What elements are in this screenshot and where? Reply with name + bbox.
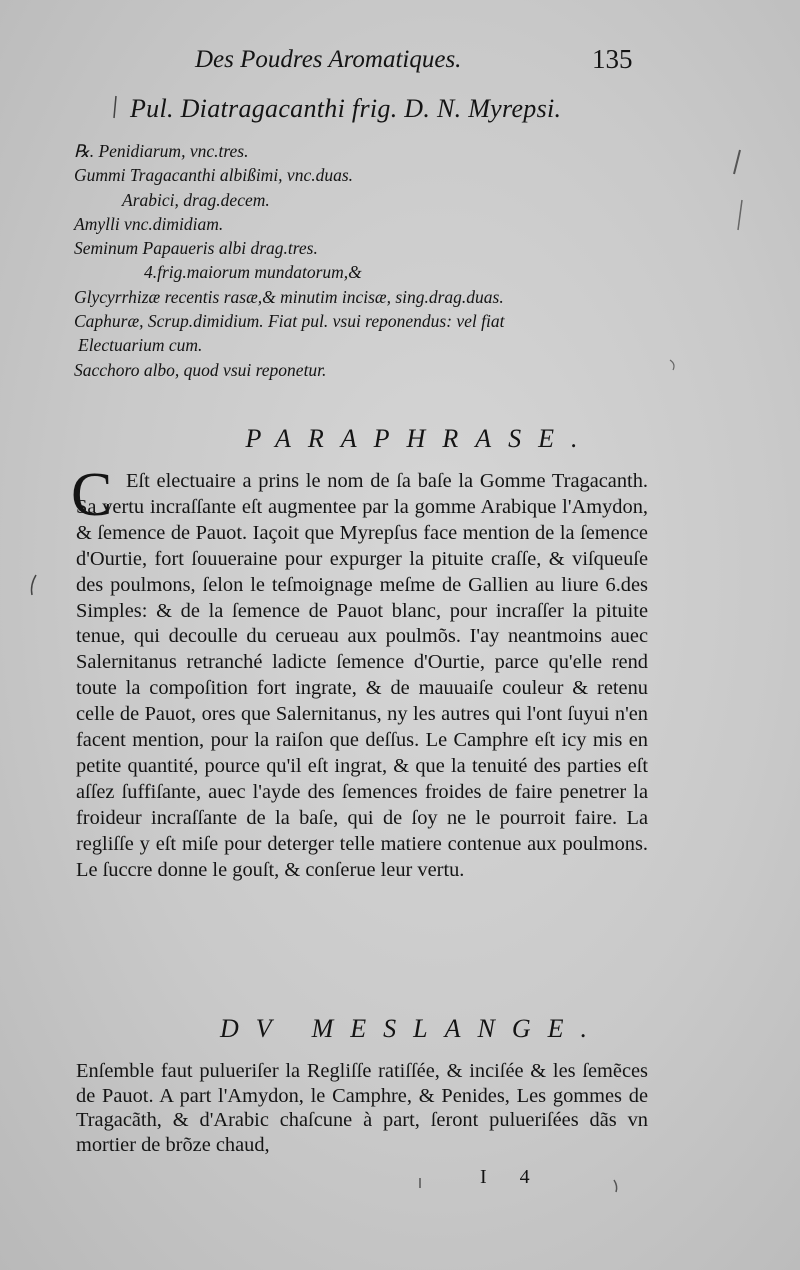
meslange-heading: DV MESLANGE. bbox=[219, 1014, 605, 1043]
paraphrase-text: Eſt electuaire a prins le nom de ſa baſe la Gomme Tragacanth. Sa vertu incraſſante eſt augmentee par la gomme Arabique l'Amydon, & ſemence de Pauot. Iaçoit que Myrepſus face mention de la ſemence d'Ourtie, fort ſouueraine pour expurger la pituite craſſe, & viſqueuſe des poulmons, ſelon le teſmoignage meſme de Gallien au liure 6.des Simples: & de la ſemence de Pauot blanc, pour incraſſer la pituite tenue, qui decoulle du cerueau aux poulmõs. I'ay neantmoins auec Salernitanus retranché ladicte ſemence d'Ourtie, parce qu'elle rend toute la compoſition fort ingrate, & de mauuaiſe couleur & retenu celle de Pauot, ores que Salernitanus, ny les autres qui l'ont ſuyui n'en facent mention, pour la raiſon que deſſus. Le Camphre eſt icy mis en petite quantité, pource qu'il eſt ingrat, & que la tenuité des parties eſt aſſez ſuffiſante, auec l'ayde des ſemences froides de faire penetrer la froideur incraſſante de la baſe, qui de ſoy ne le pourroit faire. La regliſſe y eſt miſe pour deterger telle matiere contenue aux poulmons. Le ſuccre donne le gouſt, & conſerue leur vertu. bbox=[76, 470, 648, 881]
recipe-line: ℞. Penidiarum, vnc.tres. bbox=[74, 141, 249, 161]
recipe-line: Seminum Papaueris albi drag.tres. bbox=[74, 238, 318, 259]
recipe-title: Pul. Diatragacanthi frig. D. N. Myrepsi. bbox=[130, 94, 562, 123]
page-number: 135 bbox=[592, 44, 633, 74]
recipe-line: Amylli vnc.dimidiam. bbox=[74, 213, 224, 234]
recipe-line: 4.frig.maiorum mundatorum,& bbox=[144, 262, 362, 283]
recipe-line: Glycyrrhizæ recentis rasæ,& minutim incisæ, sing.drag.duas. bbox=[74, 286, 504, 307]
drop-cap: C bbox=[71, 461, 113, 529]
paraphrase-heading: PARAPHRASE. bbox=[245, 424, 595, 453]
recipe-line: Electuarium cum. bbox=[78, 335, 203, 356]
running-title: Des Poudres Aromatiques. bbox=[195, 46, 462, 73]
recipe-line: Arabici, drag.decem. bbox=[122, 189, 270, 210]
recipe-line: Caphuræ, Scrup.dimidium. Fiat pul. vsui reponendus: vel fiat bbox=[74, 311, 505, 332]
meslange-text: Enſemble faut pulueriſer la Regliſſe ratiſſée, & inciſée & les ſemẽces de Pauot. A part l'Amydon, le Camphre, & Penides, Les gommes de Tragacãth, & d'Arabic chaſcune à part, ſeront pulueriſées dãs vn mortier de brõze chaud, bbox=[76, 1060, 648, 1156]
signature-mark: I 4 bbox=[480, 1166, 544, 1188]
recipe-line: Gummi Tragacanthi albißimi, vnc.duas. bbox=[74, 165, 354, 186]
recipe-list bbox=[74, 139, 674, 382]
recipe-line: Sacchoro albo, quod vsui reponetur. bbox=[74, 359, 327, 380]
